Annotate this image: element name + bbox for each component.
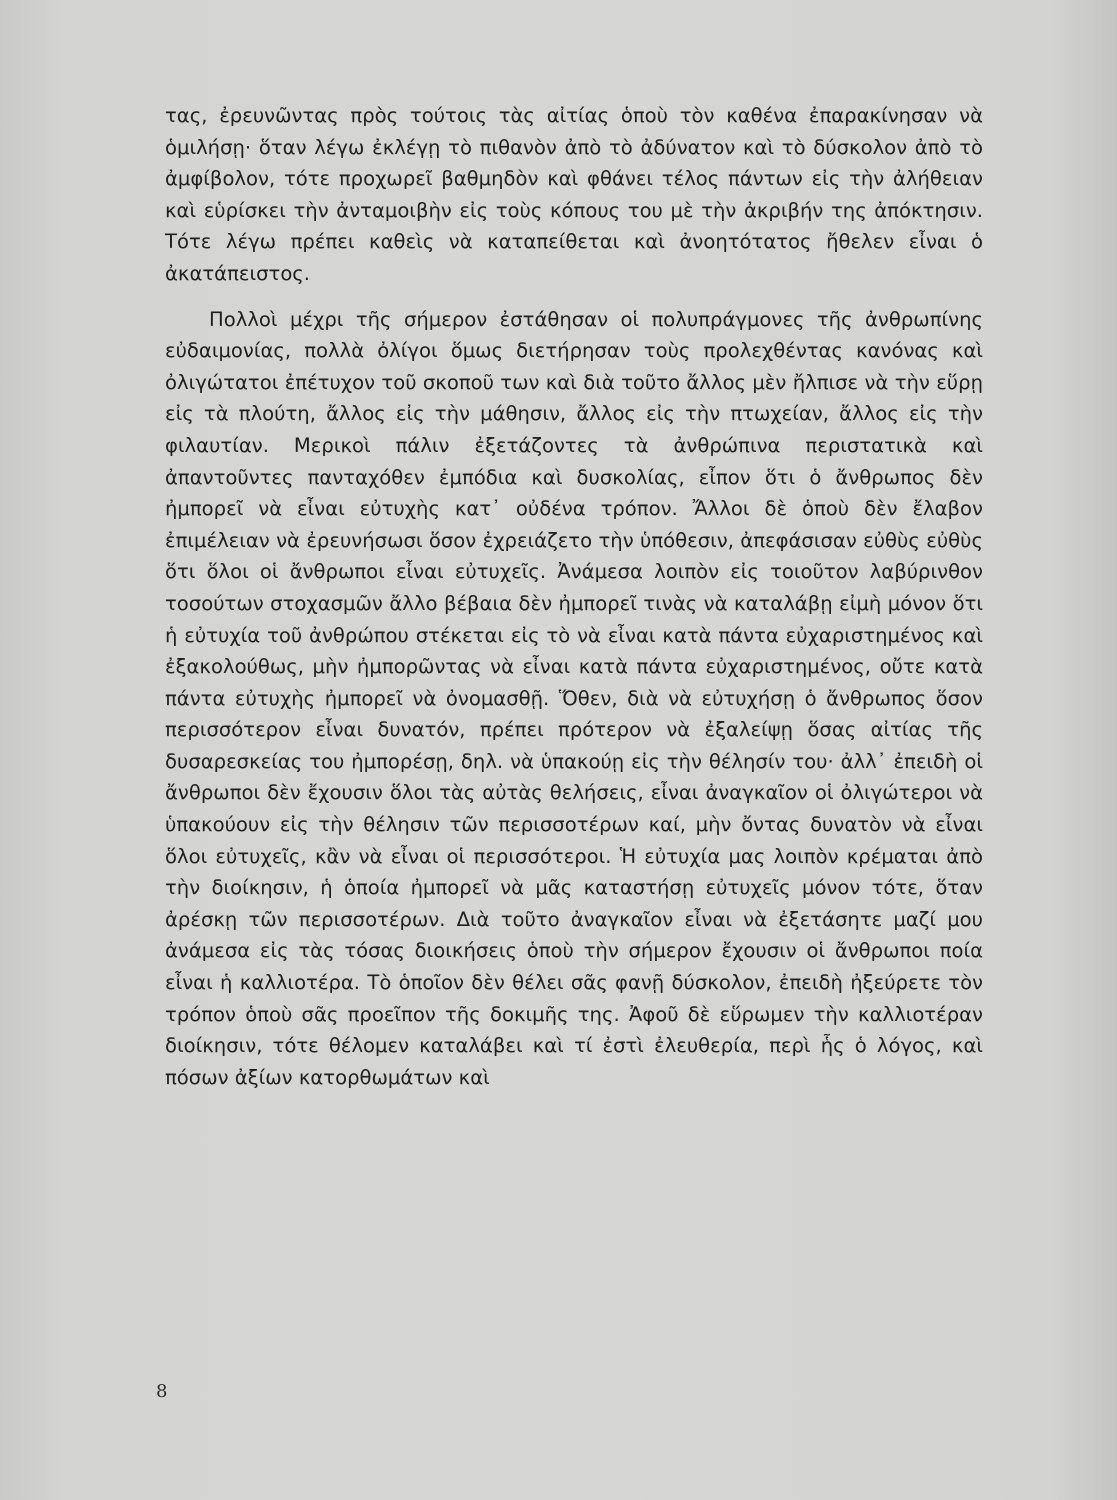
paragraph-2: Πολλοὶ μέχρι τῆς σήμερον ἐστάθησαν οἱ πολυπράγμονες τῆς ἀνθρωπίνης εὐδαιμονίας, πολλὰ ὀλίγοι ὅμως διετήρησαν τοὺς προλεχθέντας κανόνας καὶ ὀλιγώτατοι ἐπέτυχον τοῦ σκοποῦ των καὶ διὰ τοῦτο ἄλλος μὲν ἤλπισε νὰ τὴν εὕρῃ εἰς τὰ πλούτη, ἄλλος εἰς τὴν μάθησιν, ἄλλος εἰς τὴν πτωχείαν, ἄλλος εἰς τὴν φιλαυτίαν. Μερικοὶ πάλιν ἐξετάζοντες τὰ ἀνθρώπινα περιστατικὰ καὶ ἀπαντοῦντες πανταχόθεν ἐμπόδια καὶ δυσκολίας, εἶπον ὅτι ὁ ἄνθρωπος δὲν ἠμπορεῖ νὰ εἶναι εὐτυχὴς κατ᾽ οὐδένα τρόπον. Ἄλλοι δὲ ὁποὺ δὲν ἔλαβον ἐπιμέλειαν νὰ ἐρευνήσωσι ὅσον ἐχρειάζετο τὴν ὑπόθεσιν, ἀπεφάσισαν εὐθὺς εὐθὺς ὅτι ὅλοι οἱ ἄνθρωποι εἶναι εὐτυχεῖς. Ἀνάμεσα λοιπὸν εἰς τοιοῦτον λαβύρινθον τοσούτων στοχασμῶν ἄλλο βέβαια δὲν ἠμπορεῖ τινὰς νὰ καταλάβῃ εἰμὴ μόνον ὅτι ἡ εὐτυχία τοῦ ἀνθρώπου στέκεται εἰς τὸ νὰ εἶναι κατὰ πάντα εὐχαριστημένος καὶ ἐξακολούθως, μὴν ἠμπορῶντας νὰ εἶναι κατὰ πάντα εὐχαριστημένος, οὔτε κατὰ πάντα εὐτυχὴς ἠμπορεῖ νὰ ὀνομασθῇ. Ὅθεν, διὰ νὰ εὐτυχήσῃ ὁ ἄνθρωπος ὅσον περισσότερον εἶναι δυνατόν, πρέπει πρότερον νὰ ἐξαλείψῃ ὅσας αἰτίας τῆς δυσαρεσκείας του ἠμπορέσῃ, δηλ. νὰ ὑπακούῃ εἰς τὴν θέλησίν του· ἀλλ᾽ ἐπειδὴ οἱ ἄνθρωποι δὲν ἔχουσιν ὅλοι τὰς αὐτὰς θελήσεις, εἶναι ἀναγκαῖον οἱ ὀλιγώτεροι νὰ ὑπακούουν εἰς τὴν θέλησιν τῶν περισσοτέρων καί, μὴν ὄντας δυνατὸν νὰ εἶναι ὅλοι εὐτυχεῖς, κἂν νὰ εἶναι οἱ περισσότεροι. Ἡ εὐτυχία μας λοιπὸν κρέμαται ἀπὸ τὴν διοίκησιν, ἡ ὁποία ἠμπορεῖ νὰ μᾶς καταστήσῃ εὐτυχεῖς μόνον τότε, ὅταν ἀρέσκῃ τῶν περισσοτέρων. Διὰ τοῦτο ἀναγκαῖον εἶναι νὰ ἐξετάσητε μαζί μου ἀνάμεσα εἰς τὰς τόσας διοικήσεις ὁποὺ τὴν σήμερον ἔχουσιν οἱ ἄνθρωποι ποία εἶναι ἡ καλλιοτέρα. Τὸ ὁποῖον δὲν θέλει σᾶς φανῇ δύσκολον, ἐπειδὴ ἠξεύρετε τὸν τρόπον ὁποὺ σᾶς προεῖπον τῆς δοκιμῆς της. Ἀφοῦ δὲ εὕρωμεν τὴν καλλιοτέραν διοίκησιν, τότε θέλομεν καταλάβει καὶ τί ἐστὶ ἐλευθερία, περὶ ἧς ὁ λόγος, καὶ πόσων ἀξίων κατορθωμάτων καὶ: [165, 307, 983, 1089]
body-text: [165, 100, 983, 1093]
page-number: 8: [156, 1381, 168, 1402]
paragraph-1: τας, ἐρευνῶντας πρὸς τούτοις τὰς αἰτίας ὁποὺ τὸν καθένα ἐπαρακίνησαν νὰ ὁμιλήσῃ· ὅταν λέγω ἐκλέγῃ τὸ πιθανὸν ἀπὸ τὸ ἀδύνατον καὶ τὸ δύσκολον ἀπὸ τὸ ἀμφίβολον, τότε προχωρεῖ βαθμηδὸν καὶ φθάνει τέλος πάντων εἰς τὴν ἀλήθειαν καὶ εὑρίσκει τὴν ἀνταμοιβὴν εἰς τοὺς κόπους του μὲ τὴν ἀκριβήν της ἀπόκτησιν. Τότε λέγω πρέπει καθεὶς νὰ καταπείθεται καὶ ἀνοητότατος ἤθελεν εἶναι ὁ ἀκατάπειστος.: [165, 104, 983, 285]
